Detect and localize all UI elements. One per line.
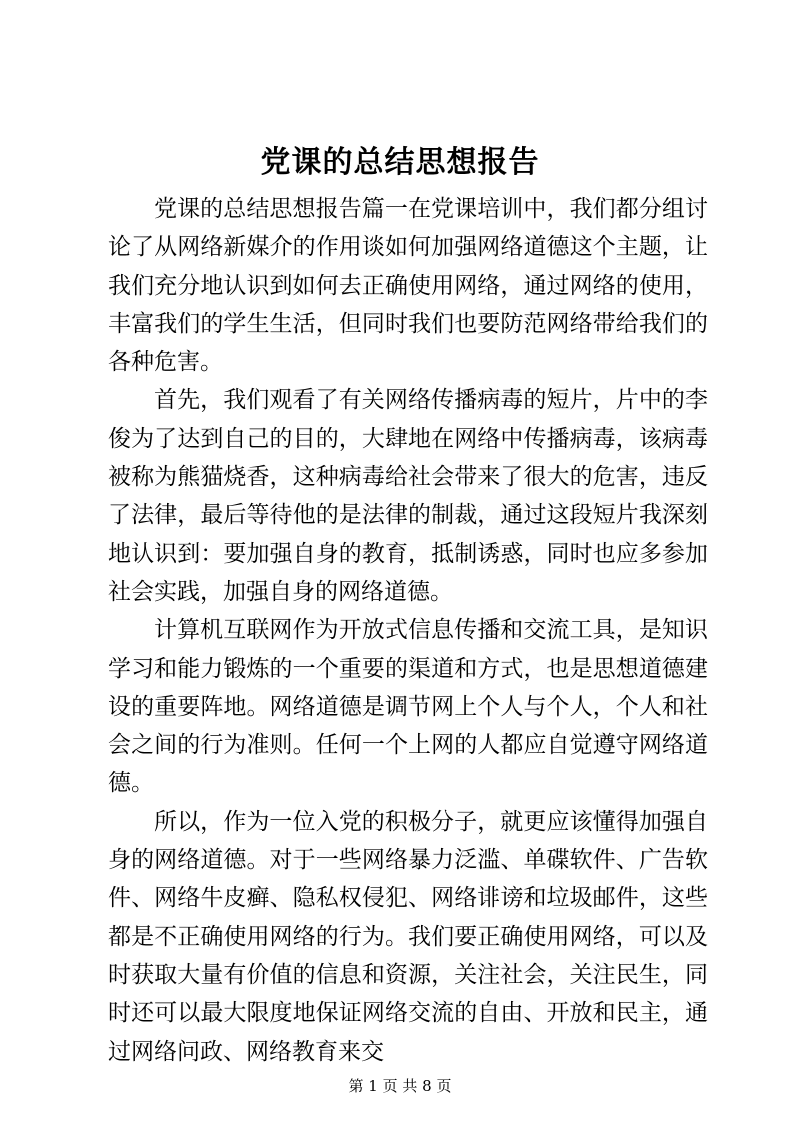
paragraph-4: 所以，作为一位入党的积极分子，就更应该懂得加强自身的网络道德。对于一些网络暴力泛滥、单碟软件、广告软件、网络牛皮癣、隐私权侵犯、网络诽谤和垃圾邮件，这些都是不正确使用网络的行为。我们要正确使用网络，可以及时获取大量有价值的信息和资源，关注社会，关注民生，同时还可以最大限度地保证网络交流的自由、开放和民主，通过网络问政、网络教育来交 <box>108 808 708 1065</box>
paragraph-2: 首先，我们观看了有关网络传播病毒的短片，片中的李俊为了达到自己的目的，大肆地在网络中传播病毒，该病毒被称为熊猫烧香，这种病毒给社会带来了很大的危害，违反了法律，最后等待他的是法律的制裁，通过这段短片我深刻地认识到：要加强自身的教育，抵制诱惑，同时也应多参加社会实践，加强自身的网络道德。 <box>108 387 708 605</box>
paragraph-1: 党课的总结思想报告篇一在党课培训中，我们都分组讨论了从网络新媒介的作用谈如何加强网络道德这个主题，让我们充分地认识到如何去正确使用网络，通过网络的使用，丰富我们的学生生活，但同时我们也要防范网络带给我们的各种危害。 <box>108 196 708 376</box>
document-body <box>108 190 708 1071</box>
paragraph-3: 计算机互联网作为开放式信息传播和交流工具，是知识学习和能力锻炼的一个重要的渠道和方式，也是思想道德建设的重要阵地。网络道德是调节网上个人与个人，个人和社会之间的行为准则。任何一个上网的人都应自觉遵守网络道德。 <box>108 617 708 797</box>
page-footer: 第 1 页 共 8 页 <box>348 1077 452 1095</box>
document-title: 党课的总结思想报告 <box>260 145 540 180</box>
